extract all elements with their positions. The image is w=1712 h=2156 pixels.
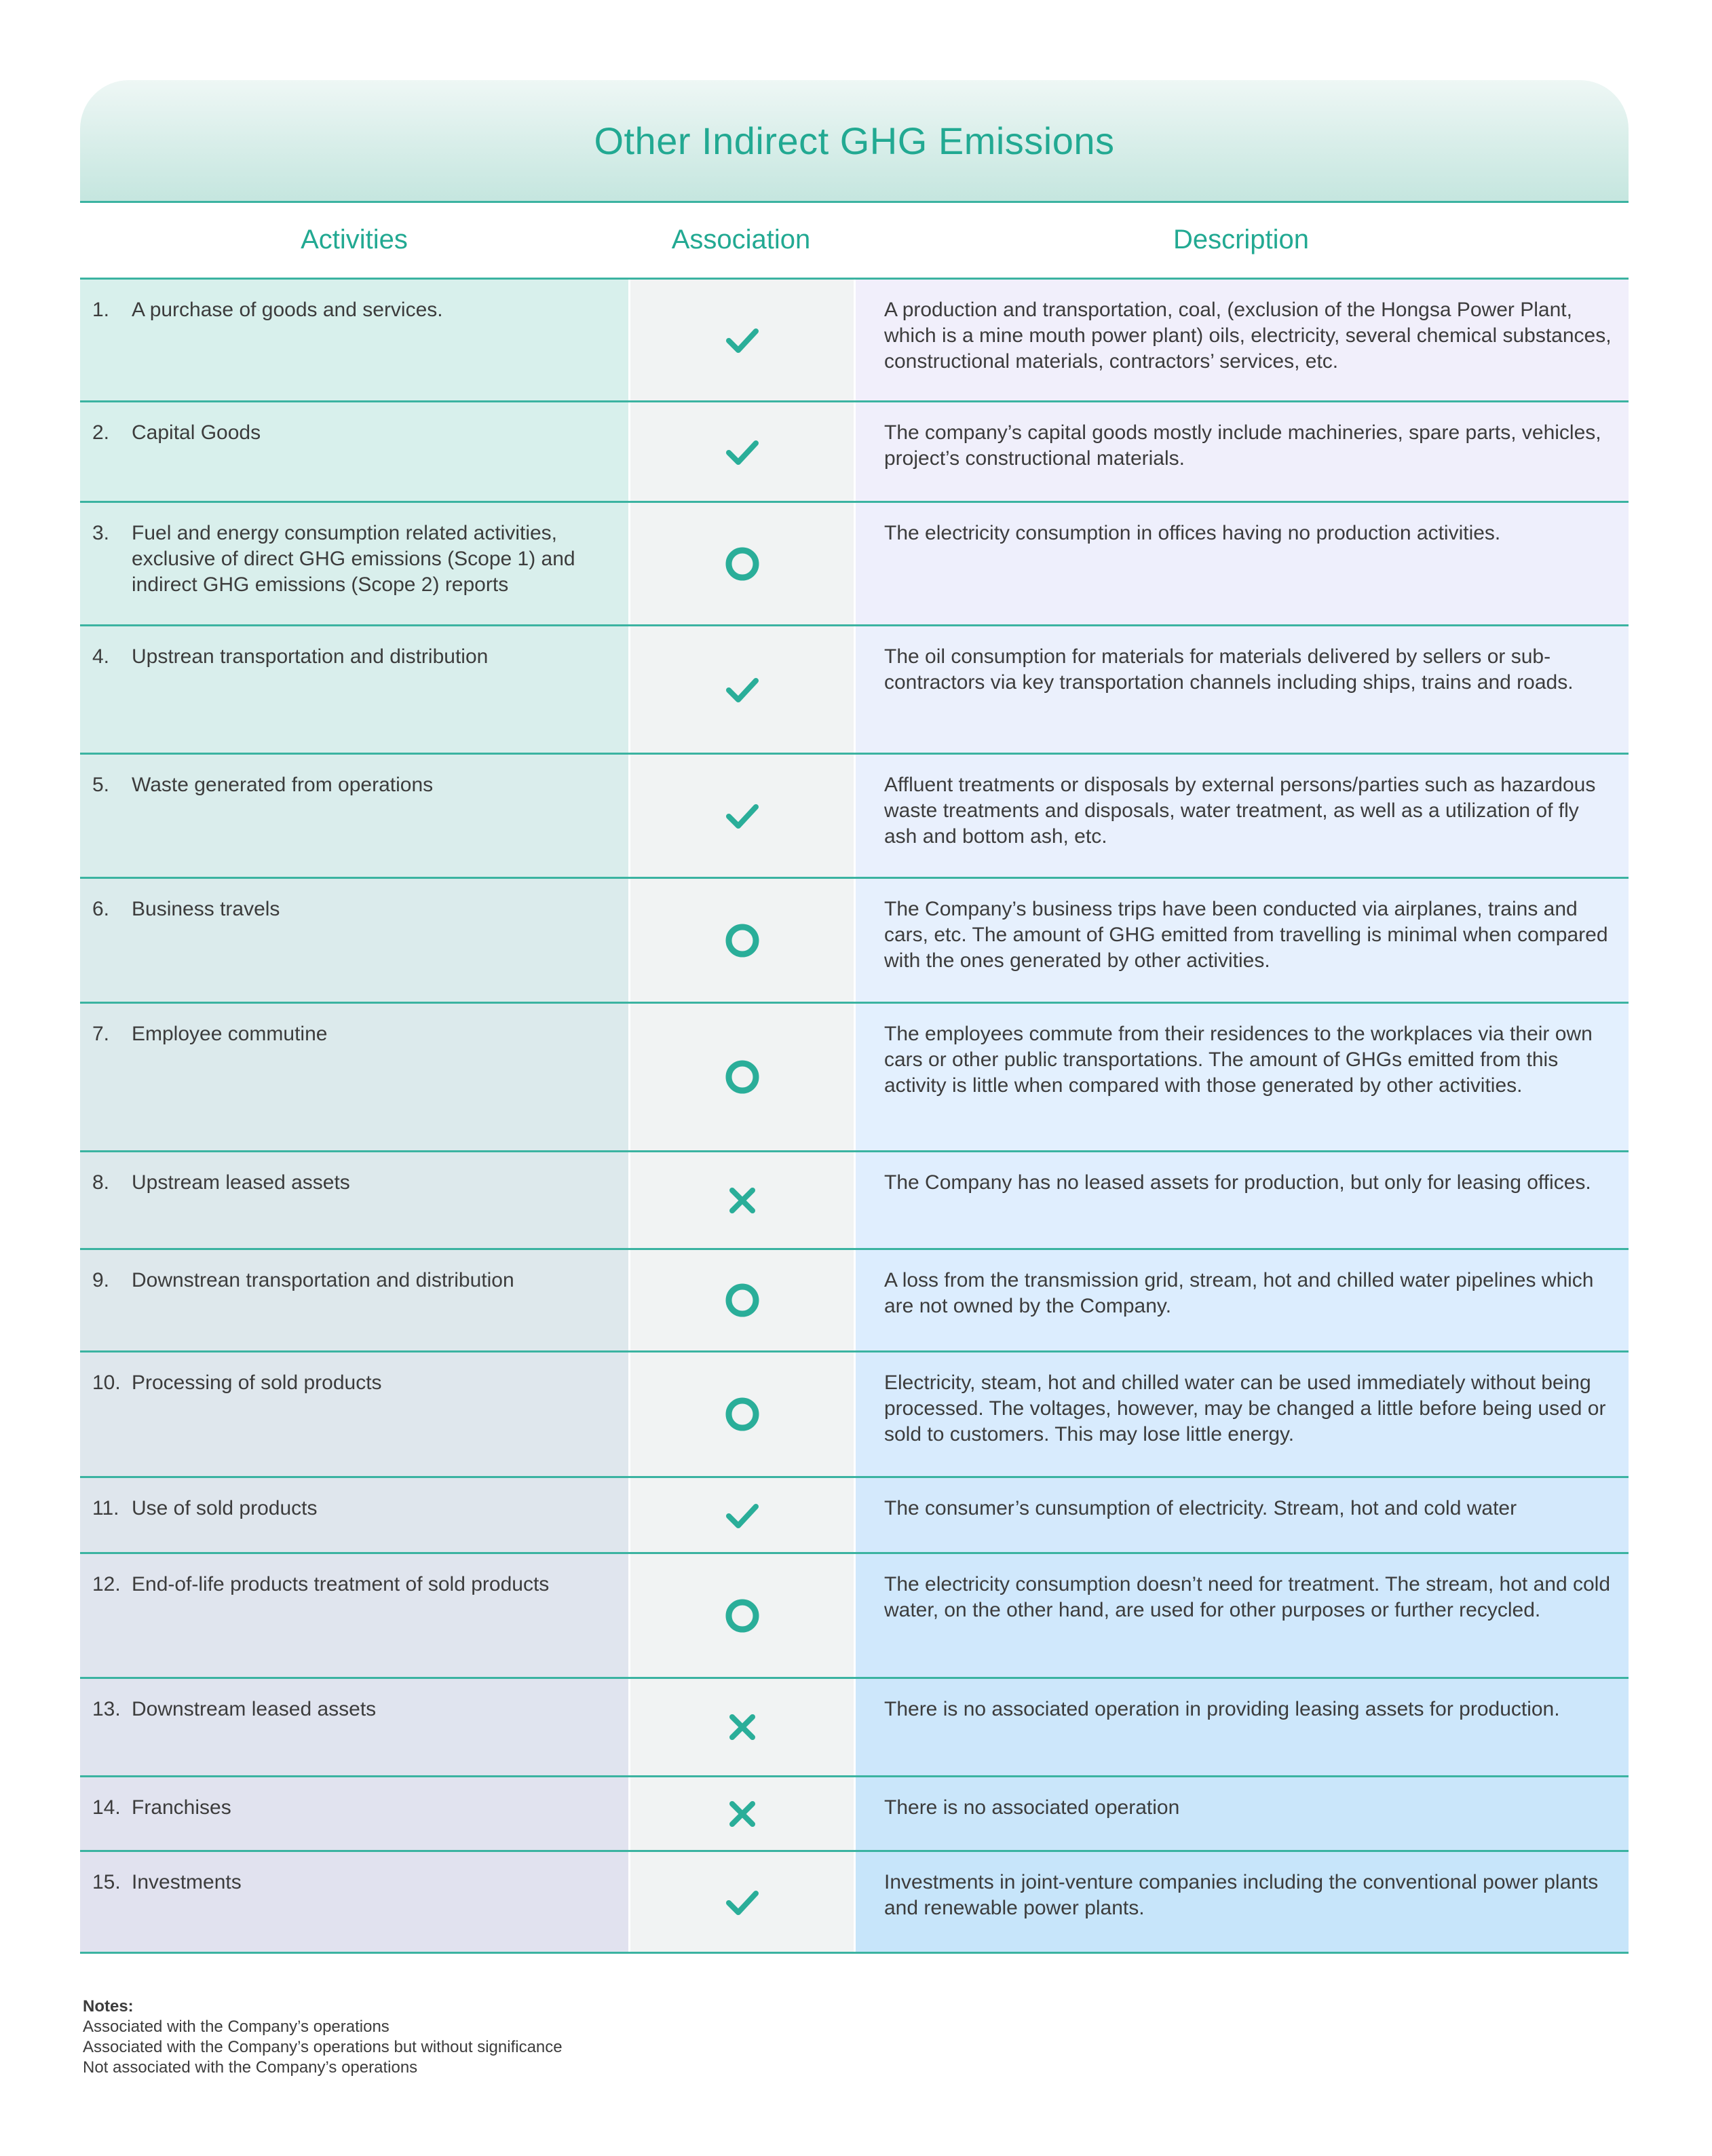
description-cell xyxy=(856,1679,1629,1775)
description-text: The Company has no leased assets for production, but only for leasing offices. xyxy=(884,1171,1591,1194)
association-cell xyxy=(630,1353,854,1476)
description-text: A loss from the transmission grid, stream, hot and chilled water pipelines which are not owned by the Company. xyxy=(884,1269,1594,1317)
association-cell xyxy=(630,1004,854,1150)
activity-label: Use of sold products xyxy=(132,1497,318,1519)
description-text: The company’s capital goods mostly include machineries, spare parts, vehicles, project’s constructional materials. xyxy=(884,421,1601,470)
table-row xyxy=(80,280,1629,402)
description-text: The electricity consumption doesn’t need for treatment. The stream, hot and cold water, on the other hand, are used for other purposes or further recycled. xyxy=(884,1573,1611,1621)
table-row xyxy=(80,1777,1629,1852)
description-text: There is no associated operation xyxy=(884,1796,1180,1819)
notes xyxy=(83,1997,563,2078)
column-headers xyxy=(80,202,1629,280)
page-title: Other Indirect GHG Emissions xyxy=(594,119,1115,162)
table-row xyxy=(80,402,1629,503)
activity-cell xyxy=(80,1004,628,1150)
activity-number: 3. xyxy=(92,522,110,544)
activity-number: 5. xyxy=(92,774,110,796)
activity-label: A purchase of goods and services. xyxy=(132,299,443,321)
association-cell xyxy=(630,1152,854,1248)
table-header-banner xyxy=(80,80,1629,203)
activity-cell xyxy=(80,626,628,753)
table-row xyxy=(80,1004,1629,1152)
description-cell xyxy=(856,1554,1629,1677)
column-header-description: Description xyxy=(1173,225,1310,254)
activity-number: 9. xyxy=(92,1269,110,1291)
cross-icon xyxy=(722,1707,763,1747)
activity-number: 12. xyxy=(92,1573,121,1595)
activity-cell xyxy=(80,1478,628,1552)
activity-cell xyxy=(80,503,628,624)
association-cell xyxy=(630,1250,854,1350)
activity-cell xyxy=(80,1554,628,1677)
activity-cell xyxy=(80,1353,628,1476)
activity-label: Franchises xyxy=(132,1796,231,1819)
check-icon xyxy=(722,1495,763,1536)
description-text: The Company’s business trips have been conducted via airplanes, trains and cars, etc. The amount of GHG emitted from travelling is minimal when compared with the ones generated by other activities. xyxy=(884,898,1608,972)
activity-label: Business travels xyxy=(132,898,280,920)
activity-cell xyxy=(80,755,628,877)
table-row xyxy=(80,1852,1629,1954)
activity-number: 10. xyxy=(92,1372,121,1394)
activity-label: Downstream leased assets xyxy=(132,1698,377,1720)
activity-number: 6. xyxy=(92,898,110,920)
description-cell xyxy=(856,1004,1629,1150)
circle-icon xyxy=(722,920,763,961)
table-row xyxy=(80,879,1629,1004)
activity-number: 14. xyxy=(92,1796,121,1819)
table-row xyxy=(80,1554,1629,1679)
activity-number: 4. xyxy=(92,645,110,668)
activity-number: 1. xyxy=(92,299,110,321)
description-text: The electricity consumption in offices having no production activities. xyxy=(884,522,1501,544)
association-cell xyxy=(630,1478,854,1552)
description-cell xyxy=(856,755,1629,877)
activity-cell xyxy=(80,280,628,400)
association-cell xyxy=(630,1852,854,1952)
association-cell xyxy=(630,1777,854,1850)
description-cell xyxy=(856,503,1629,624)
association-cell xyxy=(630,280,854,400)
description-cell xyxy=(856,1777,1629,1850)
description-cell xyxy=(856,1478,1629,1552)
activity-cell xyxy=(80,879,628,1002)
description-text: There is no associated operation in providing leasing assets for production. xyxy=(884,1698,1560,1720)
activity-label: Upstrean transportation and distribution xyxy=(132,645,489,668)
description-cell xyxy=(856,280,1629,400)
check-icon xyxy=(722,795,763,836)
cross-icon xyxy=(722,1794,763,1834)
activity-label: Downstrean transportation and distribution xyxy=(132,1269,514,1291)
note-line: Associated with the Company’s operations xyxy=(83,2018,389,2036)
table-row xyxy=(80,1478,1629,1554)
activity-label: Waste generated from operations xyxy=(132,774,434,796)
activity-number: 7. xyxy=(92,1023,110,1045)
check-icon xyxy=(722,320,763,360)
description-cell xyxy=(856,1250,1629,1350)
table-row xyxy=(80,626,1629,755)
activity-number: 13. xyxy=(92,1698,121,1720)
association-cell xyxy=(630,879,854,1002)
activity-number: 8. xyxy=(92,1171,110,1194)
activity-label: Employee commutine xyxy=(132,1023,328,1045)
activity-number: 11. xyxy=(92,1497,119,1519)
description-text: Electricity, steam, hot and chilled water can be used immediately without being processed. The voltages, however, may be changed a little before being used or sold to customers. This may lose little energy. xyxy=(884,1372,1606,1445)
description-cell xyxy=(856,1152,1629,1248)
activity-cell xyxy=(80,1777,628,1850)
note-line: Associated with the Company’s operations but without significance xyxy=(83,2038,563,2056)
activity-label: End-of-life products treatment of sold products xyxy=(132,1573,550,1595)
description-cell xyxy=(856,626,1629,753)
activity-number: 15. xyxy=(92,1871,121,1893)
table-row xyxy=(80,755,1629,879)
circle-icon xyxy=(722,1280,763,1321)
activity-label: Capital Goods xyxy=(132,421,261,444)
circle-icon xyxy=(722,1394,763,1435)
note-line: Not associated with the Company’s operations xyxy=(83,2058,418,2077)
description-cell xyxy=(856,879,1629,1002)
description-cell xyxy=(856,1353,1629,1476)
association-cell xyxy=(630,1679,854,1775)
description-text: The consumer’s cunsumption of electricity. Stream, hot and cold water xyxy=(884,1497,1517,1519)
column-header-activities: Activities xyxy=(301,225,408,254)
description-cell xyxy=(856,1852,1629,1952)
activity-label: Fuel and energy consumption related activities, exclusive of direct GHG emissions (Scope 1) and indirect GHG emissions (Scope 2) reports xyxy=(132,522,575,596)
check-icon xyxy=(722,669,763,710)
activity-label: Upstream leased assets xyxy=(132,1171,350,1194)
table-row xyxy=(80,1250,1629,1353)
activity-cell xyxy=(80,1250,628,1350)
check-icon xyxy=(722,432,763,472)
activity-label: Investments xyxy=(132,1871,242,1893)
activity-cell xyxy=(80,1852,628,1952)
activity-cell xyxy=(80,402,628,501)
circle-icon xyxy=(722,1057,763,1097)
association-cell xyxy=(630,1554,854,1677)
circle-icon xyxy=(722,1595,763,1636)
table-row xyxy=(80,503,1629,626)
cross-icon xyxy=(722,1180,763,1221)
association-cell xyxy=(630,755,854,877)
activity-label: Processing of sold products xyxy=(132,1372,382,1394)
check-icon xyxy=(722,1882,763,1923)
association-cell xyxy=(630,626,854,753)
description-text: Affluent treatments or disposals by external persons/parties such as hazardous waste treatments and disposals, water treatment, as well as a utilization of fly ash and bottom ash, etc. xyxy=(884,774,1596,848)
description-text: A production and transportation, coal, (exclusion of the Hongsa Power Plant, which is a mine mouth power plant) oils, electricity, several chemical substances, constructional materials, contractors’ services, etc. xyxy=(884,299,1612,373)
description-text: The employees commute from their residences to the workplaces via their own cars or other public transportations. The amount of GHGs emitted from this activity is little when compared with those generated by other activities. xyxy=(884,1023,1593,1097)
table-row xyxy=(80,1152,1629,1250)
activity-cell xyxy=(80,1679,628,1775)
description-text: Investments in joint-venture companies including the conventional power plants and renewable power plants. xyxy=(884,1871,1599,1919)
description-text: The oil consumption for materials for materials delivered by sellers or sub-contractors via key transportation channels including ships, trains and roads. xyxy=(884,645,1574,694)
table-row xyxy=(80,1353,1629,1478)
circle-icon xyxy=(722,544,763,584)
association-cell xyxy=(630,402,854,501)
activity-cell xyxy=(80,1152,628,1248)
table-row xyxy=(80,1679,1629,1777)
column-header-association: Association xyxy=(671,225,811,254)
description-cell xyxy=(856,402,1629,501)
notes-title: Notes: xyxy=(83,1997,134,2016)
association-cell xyxy=(630,503,854,624)
activity-number: 2. xyxy=(92,421,110,444)
